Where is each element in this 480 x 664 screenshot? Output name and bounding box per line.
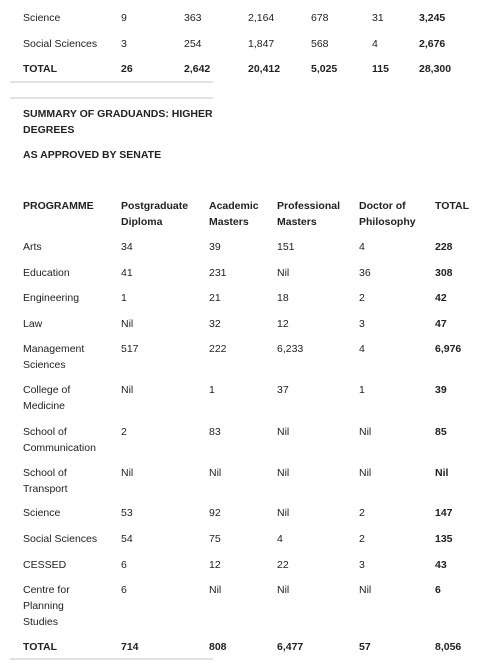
programme-name-line: CESSED (23, 559, 67, 571)
section-heading: SUMMARY OF GRADUANDS: HIGHER (23, 108, 213, 120)
cell-pm: 22 (277, 559, 289, 571)
programme-name-line: Planning (23, 600, 64, 612)
header-phd (359, 198, 416, 230)
total-pgd: 714 (121, 641, 139, 653)
cell-am: 92 (209, 507, 221, 519)
cell-am: 231 (209, 267, 227, 279)
cell-pgd: Nil (121, 467, 134, 479)
cell-pgd: 1 (121, 292, 127, 304)
cell-am: 1 (209, 384, 215, 396)
top-table-total-c2: 2,642 (184, 63, 211, 75)
top-table-cell-c1: 9 (121, 12, 127, 24)
cell-pm: 37 (277, 384, 289, 396)
top-table-total-label: TOTAL (23, 63, 58, 75)
programme-name-line: Management (23, 343, 85, 355)
cell-pm: 151 (277, 241, 295, 253)
cell-phd: 3 (359, 318, 365, 330)
cell-am: Nil (209, 467, 222, 479)
programme-name (23, 582, 70, 630)
cell-am: 12 (209, 559, 221, 571)
programme-name-line: Social Sciences (23, 533, 98, 545)
programme-name (23, 239, 42, 255)
top-table-total-total: 28,300 (419, 63, 452, 75)
programme-name-line: Studies (23, 616, 59, 628)
cell-total: 135 (435, 533, 453, 545)
cell-total: 6,976 (435, 343, 462, 355)
cell-pgd: Nil (121, 318, 134, 330)
header-pm-line: Masters (277, 216, 317, 228)
cell-phd: 3 (359, 559, 365, 571)
header-pm (277, 198, 340, 230)
top-table-cell-c4: 678 (311, 12, 329, 24)
programme-name (23, 290, 79, 306)
header-pm-line: Professional (277, 200, 341, 212)
cell-am: 75 (209, 533, 221, 545)
top-table-cell-total: 3,245 (419, 12, 446, 24)
cell-pm: Nil (277, 267, 290, 279)
cell-am: Nil (209, 584, 222, 596)
cell-total: 43 (435, 559, 447, 571)
total-pm: 6,477 (277, 641, 304, 653)
cell-pgd: 6 (121, 559, 127, 571)
cell-pm: Nil (277, 584, 290, 596)
cell-am: 83 (209, 426, 221, 438)
top-table-cell-c3: 1,847 (248, 38, 275, 50)
programme-name (23, 424, 96, 456)
programme-name-line: Medicine (23, 400, 66, 412)
header-total: TOTAL (435, 200, 470, 212)
cell-total: 228 (435, 241, 453, 253)
header-programme: PROGRAMME (23, 200, 94, 212)
cell-total: 6 (435, 584, 441, 596)
cell-phd: 2 (359, 533, 365, 545)
top-table-cell-c1: 3 (121, 38, 127, 50)
programme-name-line: Communication (23, 442, 96, 454)
top-table-cell-c4: 568 (311, 38, 329, 50)
header-phd-line: Philosophy (359, 216, 416, 228)
cell-am: 32 (209, 318, 221, 330)
header-phd-line: Doctor of (359, 200, 406, 212)
cell-pgd: 54 (121, 533, 133, 545)
programme-name-line: Sciences (23, 359, 66, 371)
cell-phd: 4 (359, 343, 365, 355)
top-table-divider (10, 81, 213, 83)
cell-pm: 4 (277, 533, 283, 545)
total-phd: 57 (359, 641, 371, 653)
cell-total: 39 (435, 384, 447, 396)
top-table-total-c1: 26 (121, 63, 133, 75)
programme-name-line: Law (23, 318, 43, 330)
cell-pgd: 2 (121, 426, 127, 438)
cell-am: 39 (209, 241, 221, 253)
section-divider (10, 97, 213, 99)
top-table-cell-total: 2,676 (419, 38, 446, 50)
top-table-cell-label: Social Sciences (23, 38, 98, 50)
programme-name (23, 265, 70, 281)
programme-name-line: Transport (23, 483, 68, 495)
cell-am: 222 (209, 343, 227, 355)
top-table-cell-c2: 254 (184, 38, 202, 50)
programme-name-line: School of (23, 426, 67, 438)
cell-pm: Nil (277, 507, 290, 519)
cell-pgd: 53 (121, 507, 133, 519)
cell-total: 47 (435, 318, 447, 330)
programme-name (23, 465, 68, 497)
top-table-total-c4: 5,025 (311, 63, 338, 75)
cell-pm: Nil (277, 467, 290, 479)
programme-name (23, 341, 84, 373)
header-am-line: Masters (209, 216, 249, 228)
cell-phd: 2 (359, 292, 365, 304)
programme-name-line: College of (23, 384, 71, 396)
cell-pgd: 34 (121, 241, 133, 253)
total-am: 808 (209, 641, 227, 653)
cell-pm: Nil (277, 426, 290, 438)
cell-phd: Nil (359, 426, 372, 438)
header-am (209, 198, 259, 230)
cell-pm: 18 (277, 292, 289, 304)
cell-pm: 12 (277, 318, 289, 330)
top-table-total-c3: 20,412 (248, 63, 281, 75)
programme-name-line: Science (23, 507, 61, 519)
top-table-cell-label: Science (23, 12, 61, 24)
cell-pgd: 6 (121, 584, 127, 596)
cell-pgd: Nil (121, 384, 134, 396)
cell-phd: Nil (359, 584, 372, 596)
programme-name-line: Centre for (23, 584, 70, 596)
cell-total: 147 (435, 507, 453, 519)
programme-name-line: School of (23, 467, 67, 479)
programme-name (23, 382, 70, 414)
cell-pgd: 41 (121, 267, 133, 279)
programme-name (23, 316, 42, 332)
programme-name-line: Engineering (23, 292, 80, 304)
header-pgd-line: Postgraduate (121, 200, 189, 212)
header-am-line: Academic (209, 200, 259, 212)
section-subheading: AS APPROVED BY SENATE (23, 149, 162, 161)
header-pgd-line: Diploma (121, 216, 163, 228)
cell-phd: 36 (359, 267, 371, 279)
cell-phd: 1 (359, 384, 365, 396)
cell-phd: 4 (359, 241, 365, 253)
total-label: TOTAL (23, 641, 58, 653)
section-heading-cont: DEGREES (23, 124, 75, 136)
table-bottom-divider (10, 658, 213, 660)
top-table-cell-c5: 31 (372, 12, 384, 24)
programme-name-line: Arts (23, 241, 42, 253)
cell-am: 21 (209, 292, 221, 304)
top-table-cell-c2: 363 (184, 12, 202, 24)
top-table-cell-c5: 4 (372, 38, 378, 50)
programme-name (23, 531, 97, 547)
cell-total: 308 (435, 267, 453, 279)
top-table-cell-c3: 2,164 (248, 12, 275, 24)
programme-name (23, 505, 60, 521)
cell-total: Nil (435, 467, 449, 479)
total-total: 8,056 (435, 641, 462, 653)
cell-total: 85 (435, 426, 447, 438)
header-pgd (121, 198, 188, 230)
cell-pgd: 517 (121, 343, 139, 355)
top-table-total-c5: 115 (372, 63, 389, 75)
programme-name (23, 557, 66, 573)
cell-total: 42 (435, 292, 447, 304)
cell-phd: Nil (359, 467, 372, 479)
cell-pm: 6,233 (277, 343, 304, 355)
programme-name-line: Education (23, 267, 70, 279)
cell-phd: 2 (359, 507, 365, 519)
